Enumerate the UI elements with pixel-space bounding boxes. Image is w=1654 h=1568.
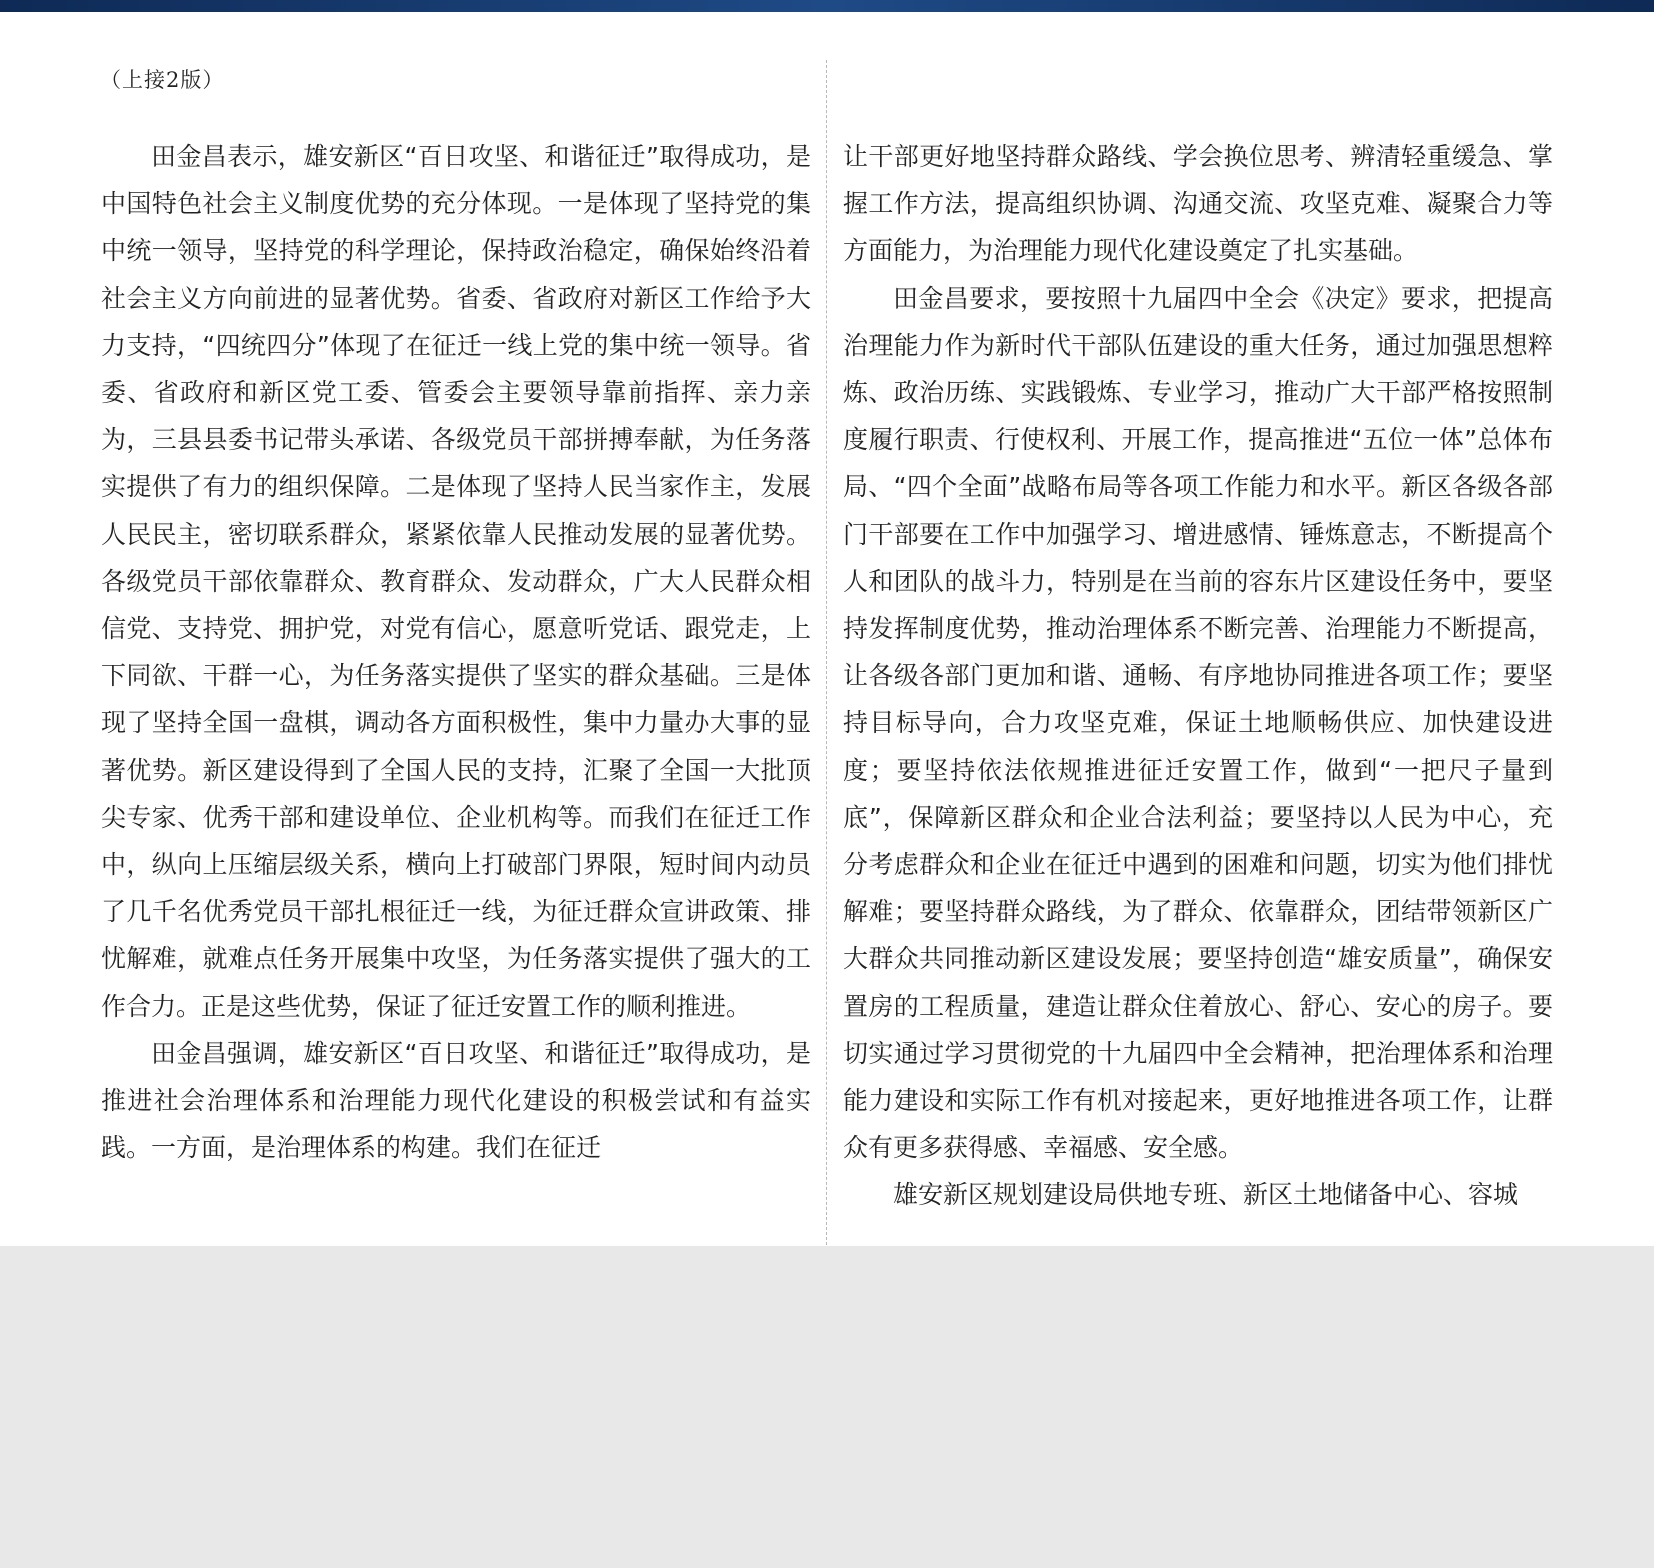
top-banner-bar — [0, 0, 1654, 12]
paragraph: 田金昌强调，雄安新区“百日攻坚、和谐征迁”取得成功，是推进社会治理体系和治理能力现代化建设的积极尝试和有益实践。一方面，是治理体系的构建。我们在征迁 — [101, 1038, 811, 1163]
left-column — [101, 133, 811, 1246]
column-divider — [826, 60, 827, 1246]
paragraph-continued: 让干部更好地坚持群众路线、学会换位思考、辨清轻重缓急、掌握工作方法，提高组织协调、沟通交流、攻坚克难、凝聚合力等方面能力，为治理能力现代化建设奠定了扎实基础。 — [843, 142, 1553, 266]
paragraph: 雄安新区规划建设局供地专班、新区土地储备中心、容城 — [893, 1180, 1519, 1210]
right-column — [843, 133, 1553, 1246]
article-page — [0, 12, 1654, 1246]
paragraph: 田金昌要求，要按照十九届四中全会《决定》要求，把提高治理能力作为新时代干部队伍建设的重大任务，通过加强思想粹炼、政治历练、实践锻炼、专业学习，推动广大干部严格按照制度履行职责、行使权利、开展工作，提高推进“五位一体”总体布局、“四个全面”战略布局等各项工作能力和水平。新区各级各部门干部要在工作中加强学习、增进感情、锤炼意志，不断提高个人和团队的战斗力，特别是在当前的容东片区建设任务中，要坚持发挥制度优势，推动治理体系不断完善、治理能力不断提高，让各级各部门更加和谐、通畅、有序地协同推进各项工作；要坚持目标导向，合力攻坚克难，保证土地顺畅供应、加快建设进度；要坚持依法依规推进征迁安置工作，做到“一把尺子量到底”，保障新区群众和企业合法利益；要坚持以人民为中心，充分考虑群众和企业在征迁中遇到的困难和问题，切实为他们排忧解难；要坚持群众路线，为了群众、依靠群众，团结带领新区广大群众共同推动新区建设发展；要坚持创造“雄安质量”，确保安置房的工程质量，建造让群众住着放心、舒心、安心的房子。要切实通过学习贯彻党的十九届四中全会精神，把治理体系和治理能力建设和实际工作有机对接起来，更好地推进各项工作，让群众有更多获得感、幸福感、安全感。 — [843, 283, 1553, 1163]
continued-from-label: （上接2版） — [100, 68, 225, 92]
empty-background-area — [0, 1246, 1654, 1568]
paragraph: 田金昌表示，雄安新区“百日攻坚、和谐征迁”取得成功，是中国特色社会主义制度优势的充分体现。一是体现了坚持党的集中统一领导，坚持党的科学理论，保持政治稳定，确保始终沿着社会主义方向前进的显著优势。省委、省政府对新区工作给予大力支持，“四统四分”体现了在征迁一线上党的集中统一领导。省委、省政府和新区党工委、管委会主要领导靠前指挥、亲力亲为，三县县委书记带头承诺、各级党员干部拼搏奉献，为任务落实提供了有力的组织保障。二是体现了坚持人民当家作主，发展人民民主，密切联系群众，紧紧依靠人民推动发展的显著优势。各级党员干部依靠群众、教育群众、发动群众，广大人民群众相信党、支持党、拥护党，对党有信心，愿意听党话、跟党走，上下同欲、干群一心，为任务落实提供了坚实的群众基础。三是体现了坚持全国一盘棋，调动各方面积极性，集中力量办大事的显著优势。新区建设得到了全国人民的支持，汇聚了全国一大批顶尖专家、优秀干部和建设单位、企业机构等。而我们在征迁工作中，纵向上压缩层级关系，横向上打破部门界限，短时间内动员了几千名优秀党员干部扎根征迁一线，为征迁群众宣讲政策、排忧解难，就难点任务开展集中攻坚，为任务落实提供了强大的工作合力。正是这些优势，保证了征迁安置工作的顺利推进。 — [101, 142, 811, 1021]
